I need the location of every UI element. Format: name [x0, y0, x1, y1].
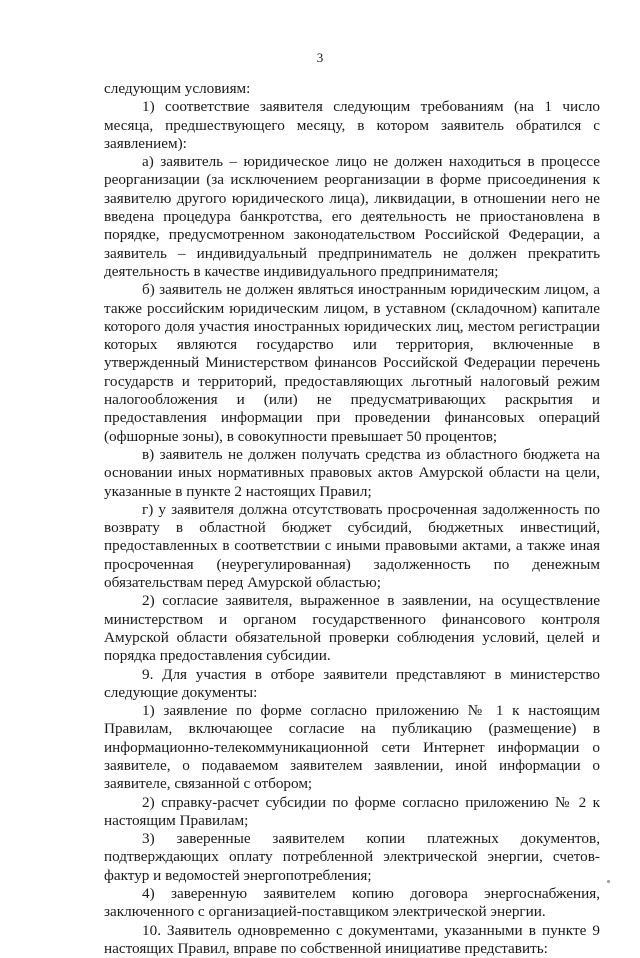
page-number: 3 [316, 50, 324, 65]
paragraph: 2) справку-расчет субсидии по форме согласно приложению № 2 к настоящим Правилам; [104, 793, 600, 829]
paragraph: следующим условиям: [104, 80, 251, 97]
document-body [104, 80, 600, 958]
paragraph: б) заявитель не должен являться иностранным юридическим лицом, а также российским юридическим лицом, в уставном (складочном) капитале которого доля участия иностранных юридических лиц, местом регистрации которых являются государство или территория, включенные в утвержденный Министерством финансов Российской Федерации перечень государств и территорий, предоставляющих льготный налоговый режим налогообложения и (или) не предусматривающих раскрытия и предоставления информации при проведении финансовых операций (офшорные зоны), в совокупности превышает 50 процентов; [104, 281, 600, 445]
scan-artifact [607, 880, 610, 883]
paragraph: 3) заверенные заявителем копии платежных документов, подтверждающих оплату потребленной электрической энергии, счетов-фактур и ведомостей энергопотребления; [104, 830, 600, 884]
paragraph: а) заявитель – юридическое лицо не должен находиться в процессе реорганизации (за исключением реорганизации в форме присоединения к заявителю другого юридического лица), ликвидации, в отношении него не введена процедура банкротства, его деятельность не приостановлена в порядке, предусмотренном законодательством Российской Федерации, а заявитель – индивидуальный предприниматель не должен прекратить деятельность в качестве индивидуального предпринимателя; [104, 153, 600, 280]
paragraph: 2) согласие заявителя, выраженное в заявлении, на осуществление министерством и органом государственного финансового контроля Амурской области обязательной проверки соблюдения условий, целей и порядка предоставления субсидии. [104, 592, 600, 665]
paragraph: г) у заявителя должна отсутствовать просроченная задолженность по возврату в областной бюджет субсидий, бюджетных инвестиций, предоставленных в соответствии с иными правовыми актами, а также иная просроченная (неурегулированная) задолженность по денежным обязательствам перед Амурской областью; [104, 500, 600, 592]
paragraph: 9. Для участия в отборе заявители представляют в министерство следующие документы: [104, 665, 600, 701]
paragraph: 1) соответствие заявителя следующим требованиям (на 1 число месяца, предшествующего месяцу, в котором заявитель обратился с заявлением): [104, 98, 600, 152]
paragraph: в) заявитель не должен получать средства из областного бюджета на основании иных нормативных правовых актов Амурской области на цели, указанные в пункте 2 настоящих Правил; [104, 445, 600, 500]
paragraph: 1) заявление по форме согласно приложению № 1 к настоящим Правилам, включающее согласие на публикацию (размещение) в информационно-телекоммуникационной сети Интернет информации о заявителе, о подаваемом заявителем заявлении, иной информации о заявителе, связанной с отбором; [104, 702, 600, 793]
paragraph: 4) заверенную заявителем копию договора энергоснабжения, заключенного с организацией-поставщиком электрической энергии. [104, 885, 600, 921]
paragraph: 10. Заявитель одновременно с документами, указанными в пункте 9 настоящих Правил, вправе по собственной инициативе представить: [104, 921, 600, 957]
